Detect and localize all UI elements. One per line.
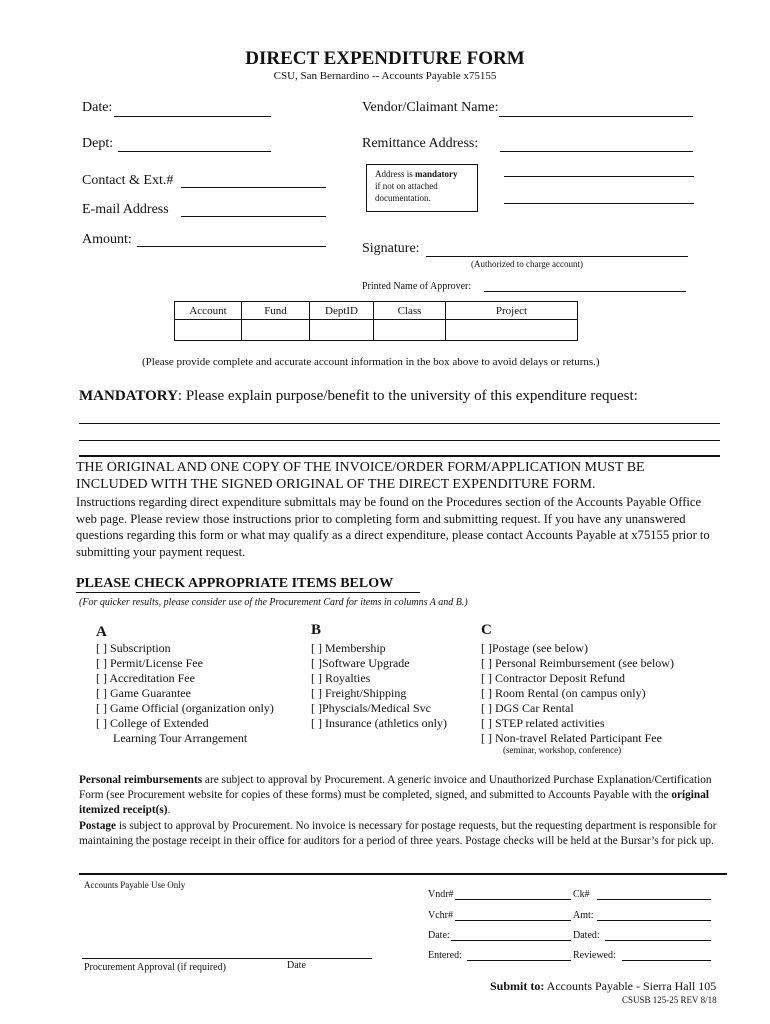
vendor-field[interactable] [499, 116, 693, 117]
ap-divider [79, 873, 727, 875]
original-notice-line-1: THE ORIGINAL AND ONE COPY OF THE INVOICE/ORDER FORM/APPLICATION MUST BE [76, 460, 645, 475]
submit-label: Submit to: [490, 979, 545, 993]
check-items-heading: PLEASE CHECK APPROPRIATE ITEMS BELOW [76, 576, 394, 591]
date-field[interactable] [114, 116, 271, 117]
heading-underline [76, 592, 420, 593]
item-postage[interactable]: [ ]Postage (see below) [481, 641, 588, 655]
column-c-items [481, 641, 674, 746]
authorized-note: (Authorized to charge account) [471, 259, 584, 269]
item-insurance[interactable]: [ ] Insurance (athletics only) [311, 716, 447, 730]
purpose-line-1[interactable] [79, 423, 720, 424]
procurement-approval-label: Procurement Approval (if required) [84, 962, 226, 973]
ap-use-label: Accounts Payable Use Only [84, 880, 186, 890]
entered-field[interactable] [467, 960, 571, 961]
account-header: Account [175, 302, 242, 320]
column-a-items [96, 641, 274, 746]
item-personal-reimbursement[interactable]: [ ] Personal Reimbursement (see below) [481, 656, 674, 670]
class-header: Class [374, 302, 446, 320]
address-note-bold: mandatory [415, 169, 458, 179]
account-note: (Please provide complete and accurate account information in the box above to avoid delays or returns.) [142, 356, 600, 368]
item-college-extended[interactable]: [ ] College of Extended [96, 716, 209, 730]
vndr-field[interactable] [455, 899, 571, 900]
check-items-note: (For quicker results, please consider use of the Procurement Card for items in columns A and B.) [79, 597, 468, 608]
reimb-text-2: . [167, 804, 171, 817]
column-c-label: C [481, 622, 492, 638]
amt-label: Amt: [573, 910, 594, 921]
remittance-label: Remittance Address: [362, 136, 479, 151]
form-title: DIRECT EXPENDITURE FORM [245, 48, 525, 69]
account-cell[interactable] [175, 320, 242, 341]
reimb-bold-2: original itemized receipt(s) [79, 789, 709, 817]
remittance-field-1[interactable] [500, 151, 693, 152]
deptid-header: DeptID [310, 302, 374, 320]
project-cell[interactable] [446, 320, 578, 341]
form-id: CSUSB 125-25 REV 8/18 [622, 995, 717, 1005]
column-b-label: B [311, 622, 322, 638]
submit-to [490, 979, 716, 994]
section-divider [79, 455, 720, 457]
printed-name-label: Printed Name of Approver: [362, 281, 472, 292]
mandatory-text: : Please explain purpose/benefit to the university of this expenditure request: [177, 388, 638, 404]
item-royalties[interactable]: [ ] Royalties [311, 671, 371, 685]
item-game-official[interactable]: [ ] Game Official (organization only) [96, 701, 274, 715]
column-b-items [311, 641, 447, 731]
instructions-text: Instructions regarding direct expenditure submittals may be found on the Procedures section of the Accounts Payable Office web page. Please review those instructions prior to completing form and submitting request. If you have any unanswered questions regarding this form or what may qualify as a direct expenditure, please contact Accounts Payable at x75155 prior to submitting your payment request. [76, 495, 710, 560]
remittance-field-2[interactable] [504, 176, 694, 177]
account-table [174, 301, 578, 341]
item-accreditation-fee[interactable]: [ ] Accreditation Fee [96, 671, 195, 685]
vchr-field[interactable] [455, 920, 571, 921]
item-permit-license-fee[interactable]: [ ] Permit/License Fee [96, 656, 203, 670]
amt-field[interactable] [597, 920, 711, 921]
printed-name-field[interactable] [484, 291, 686, 292]
item-software-upgrade[interactable]: [ ]Software Upgrade [311, 656, 410, 670]
ck-field[interactable] [597, 899, 711, 900]
item-physicals-medical[interactable]: [ ]Physcials/Medical Svc [311, 701, 431, 715]
entered-label: Entered: [428, 950, 462, 961]
ck-label: Ck# [573, 889, 590, 900]
reimb-text-3: is subject to approval by Procurement. No invoice is necessary for postage requests, but the requesting department is responsible for maintaining the postage receipt in their office for auditors for a period of three years. Postage checks will be held at the Bursar’s for pick up. [79, 819, 717, 847]
purpose-line-2[interactable] [79, 440, 720, 441]
submit-text: Accounts Payable - Sierra Hall 105 [544, 979, 717, 993]
class-cell[interactable] [374, 320, 446, 341]
item-subscription[interactable]: [ ] Subscription [96, 641, 171, 655]
ap-date-field[interactable] [451, 940, 571, 941]
email-label: E-mail Address [82, 202, 169, 217]
address-note-rest: if not on attached documentation. [375, 181, 438, 203]
reimbursement-text [79, 773, 719, 849]
fund-cell[interactable] [242, 320, 310, 341]
item-contractor-deposit-refund[interactable]: [ ] Contractor Deposit Refund [481, 671, 625, 685]
item-room-rental[interactable]: [ ] Room Rental (on campus only) [481, 686, 646, 700]
item-step-activities[interactable]: [ ] STEP related activities [481, 716, 605, 730]
amount-field[interactable] [137, 246, 326, 247]
remittance-field-3[interactable] [504, 203, 694, 204]
item-college-extended-cont: Learning Tour Arrangement [113, 731, 248, 745]
procurement-date-label: Date [287, 960, 306, 971]
item-participant-fee[interactable]: [ ] Non-travel Related Participant Fee [481, 731, 662, 745]
vndr-label: Vndr# [428, 889, 454, 900]
mandatory-label: MANDATORY [79, 388, 178, 404]
item-game-guarantee[interactable]: [ ] Game Guarantee [96, 686, 191, 700]
mandatory-prompt [79, 388, 638, 405]
procurement-approval-line[interactable] [82, 958, 372, 959]
reviewed-field[interactable] [622, 960, 711, 961]
reimb-bold-3: Postage [79, 819, 117, 832]
amount-label: Amount: [82, 232, 132, 247]
form-subtitle: CSU, San Bernardino -- Accounts Payable x75155 [273, 70, 497, 82]
signature-field[interactable] [426, 256, 688, 257]
participant-fee-subnote: (seminar, workshop, conference) [503, 745, 622, 755]
column-a-label: A [96, 624, 107, 640]
address-note-pre: Address is [375, 169, 415, 179]
signature-label: Signature: [362, 241, 420, 256]
contact-label: Contact & Ext.# [82, 173, 174, 188]
dept-label: Dept: [82, 136, 114, 151]
item-dgs-car-rental[interactable]: [ ] DGS Car Rental [481, 701, 574, 715]
reimb-bold-1: Personal reimbursements [79, 774, 203, 786]
address-mandatory-note [366, 164, 478, 212]
original-notice-line-2: INCLUDED WITH THE SIGNED ORIGINAL OF THE DIRECT EXPENDITURE FORM. [76, 477, 596, 492]
vendor-label: Vendor/Claimant Name: [362, 100, 499, 115]
reimb-text-1: are subject to approval by Procurement. A generic invoice and Unauthorized Purchase Explanation/Certification Form (see Procurement website for copies of these forms) must be completed, signed, and submitted to Accounts Payable with the [79, 774, 712, 802]
vchr-label: Vchr# [428, 910, 453, 921]
contact-field[interactable] [181, 187, 326, 188]
date-label: Date: [82, 100, 113, 115]
reviewed-label: Reviewed: [573, 950, 616, 961]
dated-label: Dated: [573, 930, 600, 941]
item-membership[interactable]: [ ] Membership [311, 641, 386, 655]
fund-header: Fund [242, 302, 310, 320]
project-header: Project [446, 302, 578, 320]
deptid-cell[interactable] [310, 320, 374, 341]
item-freight-shipping[interactable]: [ ] Freight/Shipping [311, 686, 407, 700]
dated-field[interactable] [605, 940, 711, 941]
ap-date-label: Date: [428, 930, 450, 941]
email-field[interactable] [181, 216, 326, 217]
dept-field[interactable] [118, 151, 271, 152]
